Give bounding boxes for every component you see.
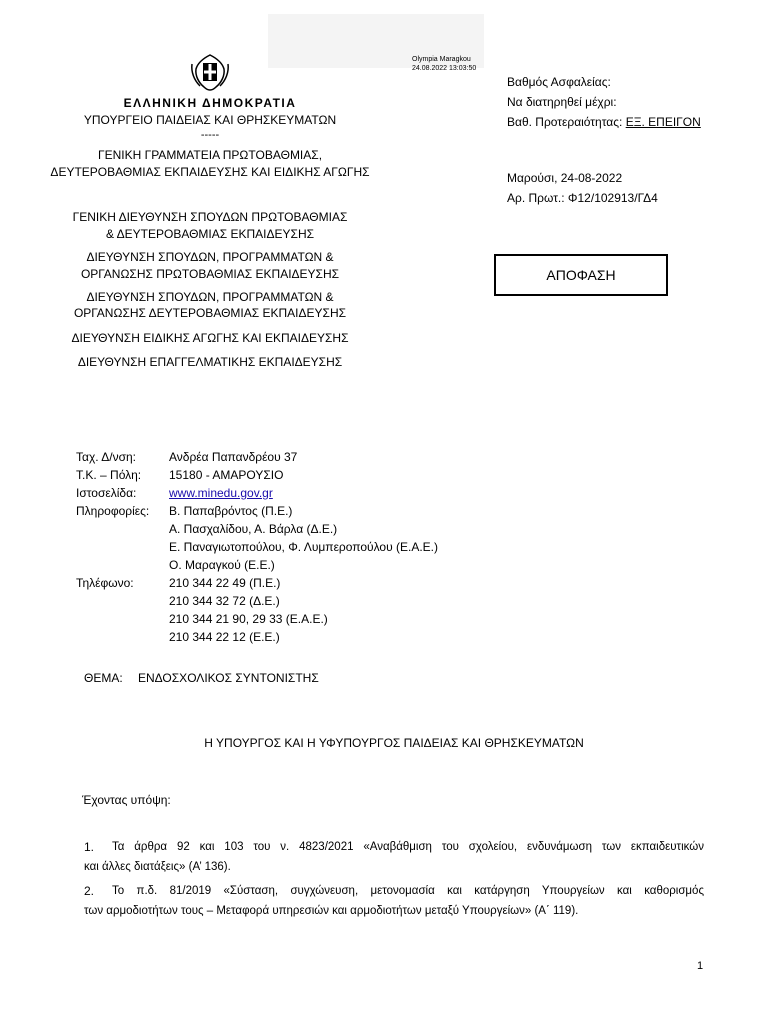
greek-coat-of-arms-icon <box>186 52 234 92</box>
priority-label: Βαθ. Προτεραιότητας: <box>507 115 626 129</box>
item-number: 1. <box>84 840 95 854</box>
decision-box <box>494 254 668 296</box>
address-label: Ταχ. Δ/νση: <box>76 450 137 464</box>
website-link[interactable]: www.minedu.gov.gr <box>169 486 273 500</box>
phone-line: 210 344 22 49 (Π.Ε.) <box>169 576 281 590</box>
list-item <box>84 884 704 919</box>
directorate-special-education: ΔΙΕΥΘΥΝΣΗ ΕΙΔΙΚΗΣ ΑΓΩΓΗΣ ΚΑΙ ΕΚΠΑΙΔΕΥΣΗΣ <box>71 331 349 345</box>
subject-value: ΕΝΔΟΣΧΟΛΙΚΟΣ ΣΥΝΤΟΝΙΣΤΗΣ <box>138 671 319 685</box>
directorate-primary-line-1: ΔΙΕΥΘΥΝΣΗ ΣΠΟΥΔΩΝ, ΠΡΟΓΡΑΜΜΑΤΩΝ & <box>86 250 334 264</box>
separator: ----- <box>200 129 220 141</box>
subject-label: ΘΕΜΑ: <box>84 671 123 685</box>
item-text-line-1: Το π.δ. 81/2019 «Σύσταση, συγχώνευση, μετονομασία και κατάργηση Υπουργείων και καθορισμός <box>112 885 704 897</box>
zip-label: Τ.Κ. – Πόλη: <box>76 468 142 482</box>
general-secretariat-line-1: ΓΕΝΙΚΗ ΓΡΑΜΜΑΤΕΙΑ ΠΡΩΤΟΒΑΘΜΙΑΣ, <box>97 148 323 162</box>
phone-line: 210 344 21 90, 29 33 (Ε.Α.Ε.) <box>169 612 328 626</box>
phone-label: Τηλέφωνο: <box>76 576 134 590</box>
general-secretariat-line-2: ΔΕΥΤΕΡΟΒΑΘΜΙΑΣ ΕΚΠΑΙΔΕΥΣΗΣ ΚΑΙ ΕΙΔΙΚΗΣ ΑΓΩΓΗΣ <box>50 165 370 179</box>
item-number: 2. <box>84 884 95 898</box>
page-number: 1 <box>697 960 704 972</box>
republic-title: ΕΛΛΗΝΙΚΗ ΔΗΜΟΚΡΑΤΙΑ <box>123 96 297 110</box>
security-level: Βαθμός Ασφαλείας: <box>507 75 611 89</box>
phone-line: 210 344 32 72 (Δ.Ε.) <box>169 594 280 608</box>
place-date: Μαρούσι, 24-08-2022 <box>507 171 623 185</box>
item-text-line-1: Τα άρθρα 92 και 103 του ν. 4823/2021 «Αναβάθμιση του σχολείου, ενδυνάμωση των εκπαιδευτικών <box>112 841 704 853</box>
decision-title: ΑΠΟΦΑΣΗ <box>546 267 616 283</box>
item-text-line-2: και άλλες διατάξεις» (Α’ 136). <box>84 861 231 873</box>
directorate-vocational-education: ΔΙΕΥΘΥΝΣΗ ΕΠΑΓΓΕΛΜΑΤΙΚΗΣ ΕΚΠΑΙΔΕΥΣΗΣ <box>77 355 343 369</box>
priority-value: ΕΞ. ΕΠΕΙΓΟΝ <box>625 115 701 129</box>
info-line: Α. Πασχαλίδου, Α. Βάρλα (Δ.Ε.) <box>169 522 338 536</box>
directorate-secondary-line-2: ΟΡΓΑΝΩΣΗΣ ΔΕΥΤΕΡΟΒΑΘΜΙΑΣ ΕΚΠΑΙΔΕΥΣΗΣ <box>73 306 347 320</box>
considering-heading: Έχοντας υπόψη: <box>82 793 171 807</box>
issuing-authority: Η ΥΠΟΥΡΓΟΣ ΚΑΙ Η ΥΦΥΠΟΥΡΓΟΣ ΠΑΙΔΕΙΑΣ ΚΑΙ ΘΡΗΣΚΕΥΜΑΤΩΝ <box>204 736 584 750</box>
info-line: Ε. Παναγιωτοπούλου, Φ. Λυμπεροπούλου (Ε.Α.Ε.) <box>169 540 438 554</box>
website-label: Ιστοσελίδα: <box>76 486 137 500</box>
zip-value: 15180 - ΑΜΑΡΟΥΣΙΟ <box>169 468 284 482</box>
info-label: Πληροφορίες: <box>76 504 150 518</box>
address-value: Ανδρέα Παπανδρέου 37 <box>169 450 298 464</box>
info-line: Ο. Μαραγκού (Ε.Ε.) <box>169 558 275 572</box>
phone-line: 210 344 22 12 (Ε.Ε.) <box>169 630 280 644</box>
directorate-primary-line-2: ΟΡΓΑΝΩΣΗΣ ΠΡΩΤΟΒΑΘΜΙΑΣ ΕΚΠΑΙΔΕΥΣΗΣ <box>80 267 340 281</box>
digital-signature <box>412 55 476 73</box>
signature-name: Olympia Maragkou <box>412 56 471 63</box>
directorate-secondary-line-1: ΔΙΕΥΘΥΝΣΗ ΣΠΟΥΔΩΝ, ΠΡΟΓΡΑΜΜΑΤΩΝ & <box>86 290 334 304</box>
keep-until: Να διατηρηθεί μέχρι: <box>507 95 617 109</box>
ministry-name: ΥΠΟΥΡΓΕΙΟ ΠΑΙΔΕΙΑΣ ΚΑΙ ΘΡΗΣΚΕΥΜΑΤΩΝ <box>83 113 337 127</box>
priority-line <box>507 115 701 130</box>
signature-datetime: 24.08.2022 13:03:50 <box>412 65 477 72</box>
protocol-number: Αρ. Πρωτ.: Φ12/102913/ΓΔ4 <box>507 191 658 205</box>
general-directorate-line-1: ΓΕΝΙΚΗ ΔΙΕΥΘΥΝΣΗ ΣΠΟΥΔΩΝ ΠΡΩΤΟΒΑΘΜΙΑΣ <box>72 210 348 224</box>
info-line: Β. Παπαβρόντος (Π.Ε.) <box>169 504 293 518</box>
general-directorate-line-2: & ΔΕΥΤΕΡΟΒΑΘΜΙΑΣ ΕΚΠΑΙΔΕΥΣΗΣ <box>105 227 315 241</box>
item-text-line-2: των αρμοδιοτήτων τους – Μεταφορά υπηρεσιών και αρμοδιοτήτων μεταξύ Υπουργείων» (Α΄ 119). <box>84 905 579 917</box>
list-item <box>84 840 704 875</box>
